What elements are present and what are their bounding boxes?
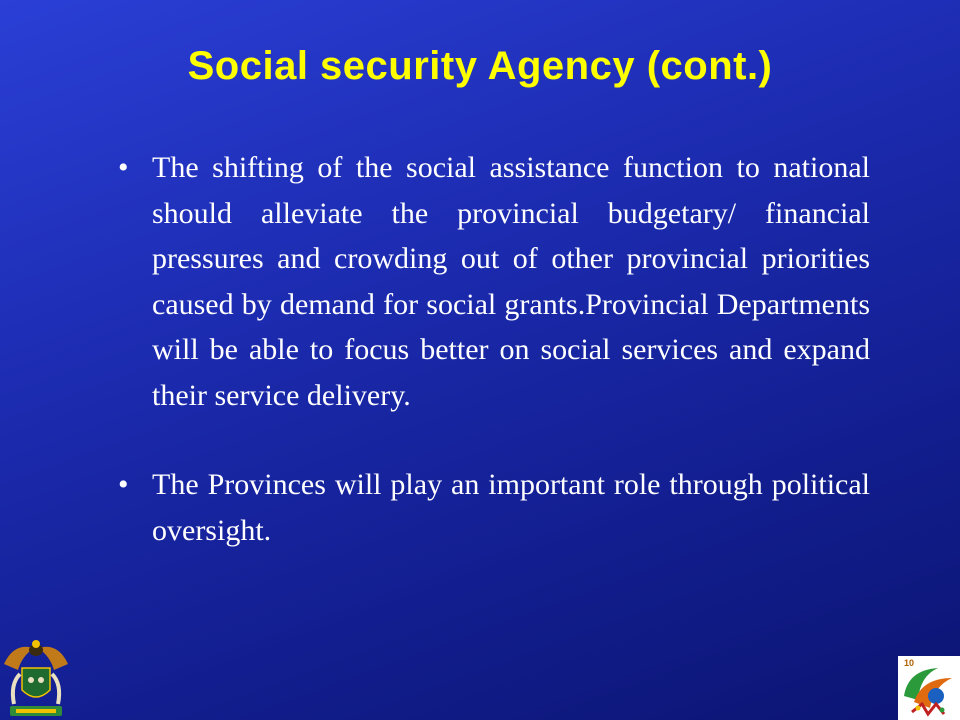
bullet-icon: •: [118, 468, 129, 501]
ten-years-of-freedom-logo: [898, 656, 960, 720]
bullet-item: [112, 462, 870, 553]
slide-title: Social security Agency (cont.): [187, 44, 773, 88]
coat-of-arms-icon: [0, 634, 72, 720]
logo-badge-text: 10: [904, 658, 915, 668]
bullet-text: The shifting of the social assistance function to national should alleviate the provincial budgetary/ financial pressures and crowding out of other provincial priorities caused by demand for social grants.Provincial Departments will be able to focus better on social services and expand their service delivery.: [152, 151, 870, 412]
bullet-list: [112, 145, 870, 553]
bullet-icon: •: [118, 151, 129, 184]
bullet-item: [112, 145, 870, 418]
bullet-text: The Provinces will play an important role through political oversight.: [152, 468, 870, 547]
